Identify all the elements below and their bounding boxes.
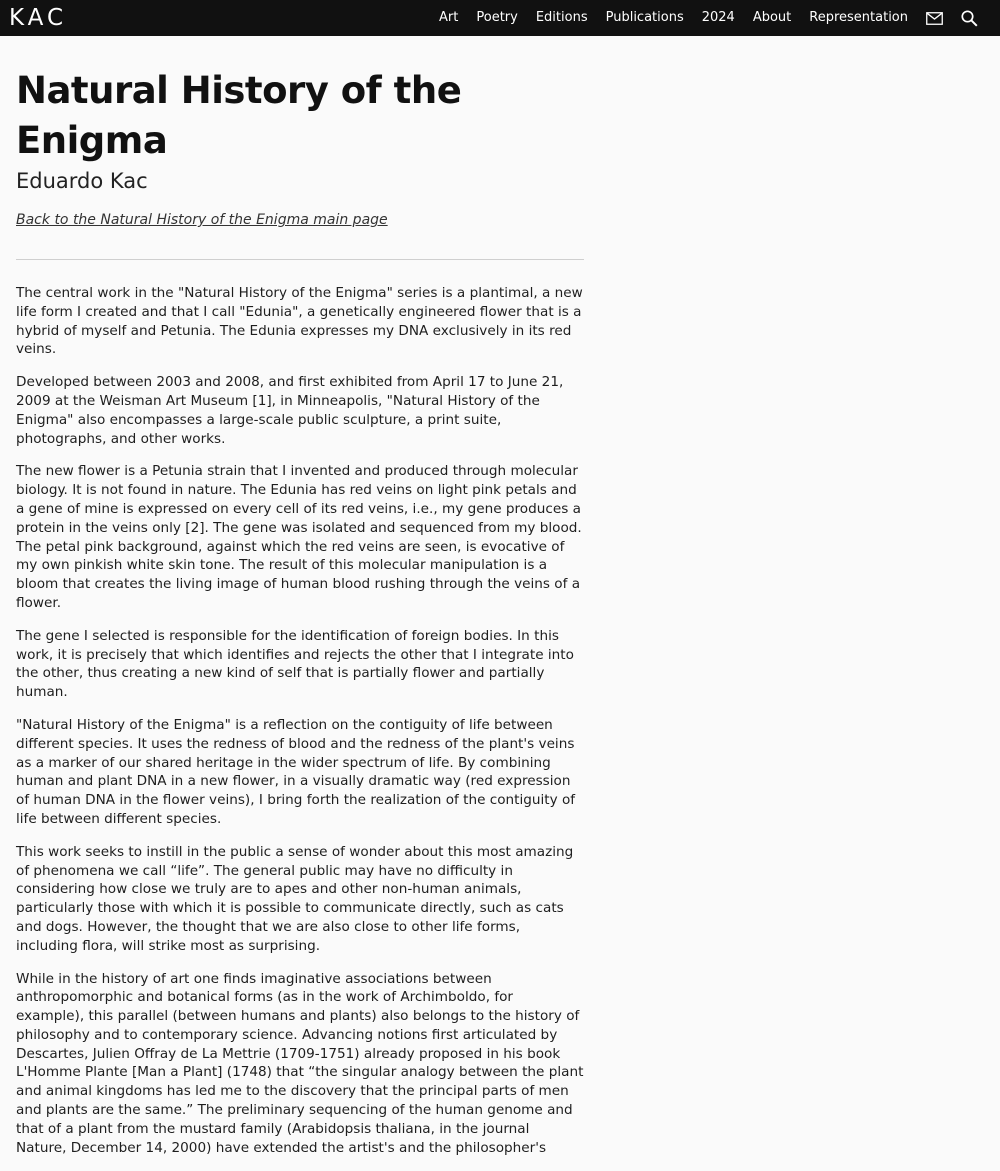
author-name: Eduardo Kac (16, 169, 148, 193)
paragraph: While in the history of art one finds imaginative associations between anthropomorphic and botanical forms (as in the work of Archimboldo, for example), this parallel (between humans and plants) also belongs to the history of philosophy and to contemporary science. Advancing notions first articulated by Descartes, Julien Offray de La Mettrie (1709-1751) already proposed in his book L'Homme Plante [Man a Plant] (1748) that “the singular analogy between the plant and animal kingdoms has led me to the discovery that the principal parts of men and plants are the same.” The preliminary sequencing of the human genome and that of a plant from the mustard family (Arabidopsis thaliana, in the journal Nature, December 14, 2000) have extended the artist's and the philosopher's (16, 970, 584, 1156)
site-logo[interactable]: KAC (9, 5, 68, 31)
paragraph: The central work in the "Natural History of the Enigma" series is a plantimal, a new life form I created and that I call "Edunia", a genetically engineered flower that is a hybrid of myself and Petunia. The Edunia expresses my DNA exclusively in its red veins. (16, 285, 583, 358)
nav-item-2024[interactable]: 2024 (701, 10, 735, 25)
article-body (16, 284, 584, 1157)
search-icon[interactable] (961, 0, 978, 36)
mail-icon[interactable] (926, 0, 943, 36)
divider (16, 259, 584, 260)
nav-item-art[interactable]: Art (439, 10, 459, 25)
paragraph: "Natural History of the Enigma" is a reflection on the contiguity of life between different species. It uses the redness of blood and the redness of the plant's veins as a marker of our shared heritage in the wider spectrum of life. By combining human and plant DNA in a new flower, in a visually dramatic way (red expression of human DNA in the flower veins), I bring forth the realization of the contiguity of life between different species. (16, 716, 576, 827)
nav-item-poetry[interactable]: Poetry (476, 10, 518, 25)
nav-item-representation[interactable]: Representation (809, 10, 908, 25)
paragraph: The gene I selected is responsible for the identification of foreign bodies. In this work, it is precisely that which identifies and rejects the other that I integrate into the other, thus creating a new kind of self that is partially flower and partially human. (16, 627, 574, 701)
nav-item-about[interactable]: About (752, 10, 792, 25)
nav-item-publications[interactable]: Publications (605, 10, 684, 25)
paragraph: The new flower is a Petunia strain that I invented and produced through molecular biology. It is not found in nature. The Edunia has red veins on light pink petals and a gene of mine is expressed on every cell of its red veins, i.e., my gene produces a protein in the veins only [2]. The gene was isolated and sequenced from my blood. The petal pink background, against which the red veins are seen, is evocative of my own pinkish white skin tone. The result of this molecular manipulation is a bloom that creates the living image of human blood rushing through the veins of a flower. (16, 463, 582, 611)
article (16, 66, 584, 1171)
nav-item-editions[interactable]: Editions (535, 10, 588, 25)
back-to-main-page-link[interactable]: Back to the Natural History of the Enigma main page (16, 212, 388, 228)
page-title: Natural History of the Enigma (16, 69, 462, 162)
top-navigation-bar (0, 0, 1000, 36)
paragraph: Developed between 2003 and 2008, and first exhibited from April 17 to June 21, 2009 at the Weisman Art Museum [1], in Minneapolis, "Natural History of the Enigma" also encompasses a large-scale public sculpture, a print suite, photographs, and other works. (16, 374, 564, 447)
paragraph: This work seeks to instill in the public a sense of wonder about this most amazing of phenomena we call “life”. The general public may have no difficulty in considering how close we truly are to apes and other non-human animals, particularly those with which it is possible to communicate directly, such as cats and dogs. However, the thought that we are also close to other life forms, including flora, will strike most as surprising. (16, 843, 574, 954)
main-nav (421, 0, 978, 36)
